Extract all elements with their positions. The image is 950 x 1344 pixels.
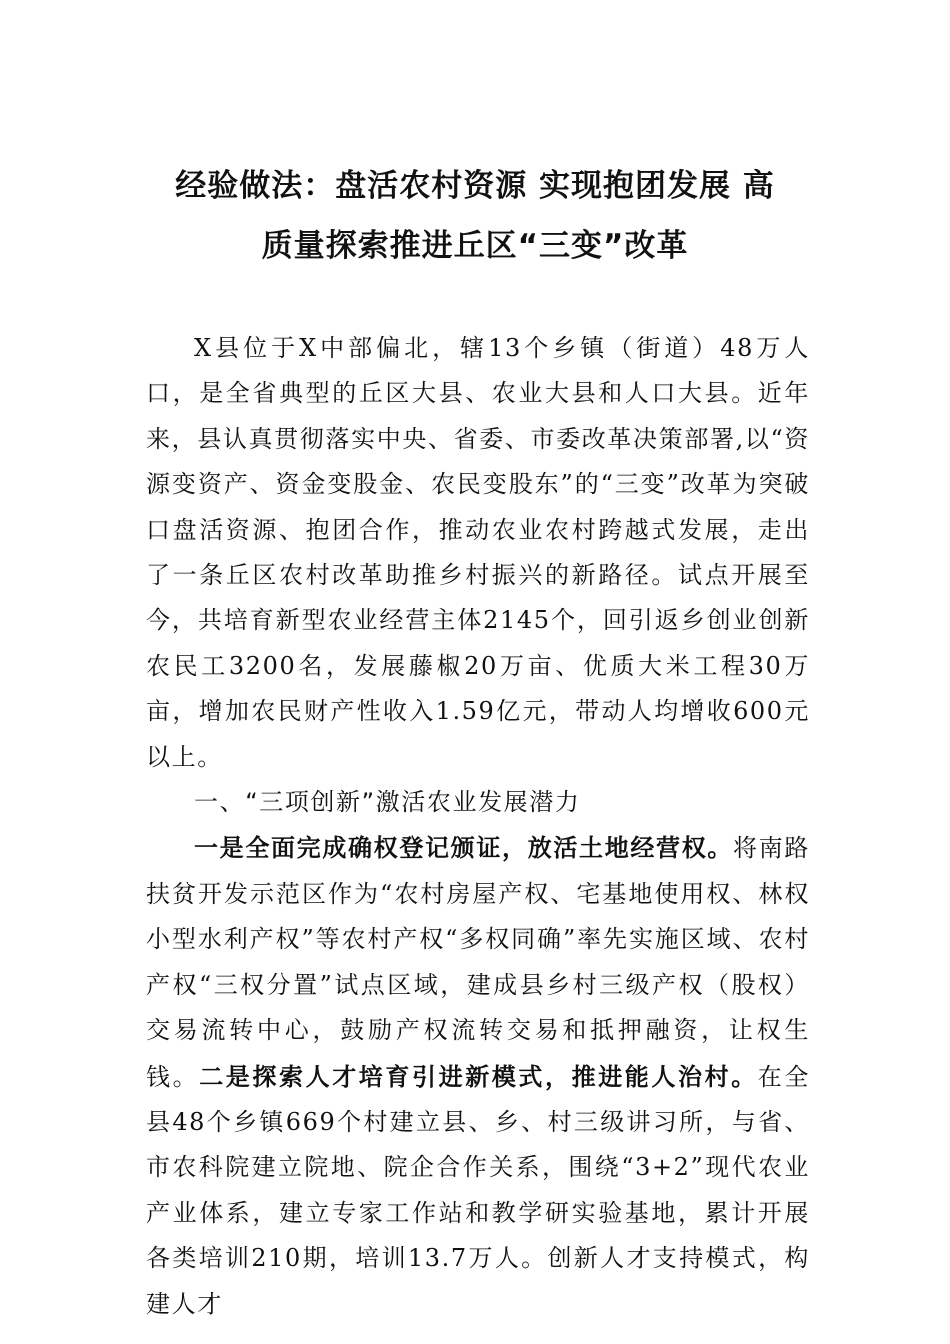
point-1-text: 将南路扶贫开发示范区作为“农村房屋产权、宅基地使用权、林权小型水利产权”等农村产权“多权同确”率先实施区域、农村产权“三权分置”试点区域，建成县乡村三级产权（股权）交易流转中心，鼓励产权流转交易和抵押融资，让权生钱。 [146,834,810,1091]
intro-paragraph: X县位于X中部偏北，辖13个乡镇（街道）48万人口，是全省典型的丘区大县、农业大县和人口大县。近年来，县认真贯彻落实中央、省委、市委改革决策部署,以“资源变资产、资金变股金、农民变股东”的“三变”改革为突破口盘活资源、抱团合作，推动农业农村跨越式发展，走出了一条丘区农村改革助推乡村振兴的新路径。试点开展至今，共培育新型农业经营主体2145个，回引返乡创业创新农民工3200名，发展藤椒20万亩、优质大米工程30万亩，增加农民财产性收入1.59亿元，带动人均增收600元以上。 [146,334,810,771]
document-title [140,156,810,276]
title-line-2: 质量探索推进丘区“三变”改革 [261,228,689,264]
section-1-paragraph [146,825,810,1326]
point-2-text: 在全县48个乡镇669个村建立县、乡、村三级讲习所，与省、市农科院建立院地、院企合作关系，围绕“3+2”现代农业产业体系，建立专家工作站和教学研实验基地，累计开展各类培训210期，培训13.7万人。创新人才支持模式，构建人才 [146,1062,810,1318]
point-1-lead: 一是全面完成确权登记颁证，放活土地经营权。 [194,833,734,863]
title-line-1: 经验做法：盘活农村资源 实现抱团发展 高 [175,168,775,204]
document-body [146,326,810,1327]
point-2-lead: 二是探索人才培育引进新模式，推进能人治村。 [199,1061,758,1091]
section-1-heading: 一、“三项创新”激活农业发展潜力 [194,788,581,817]
